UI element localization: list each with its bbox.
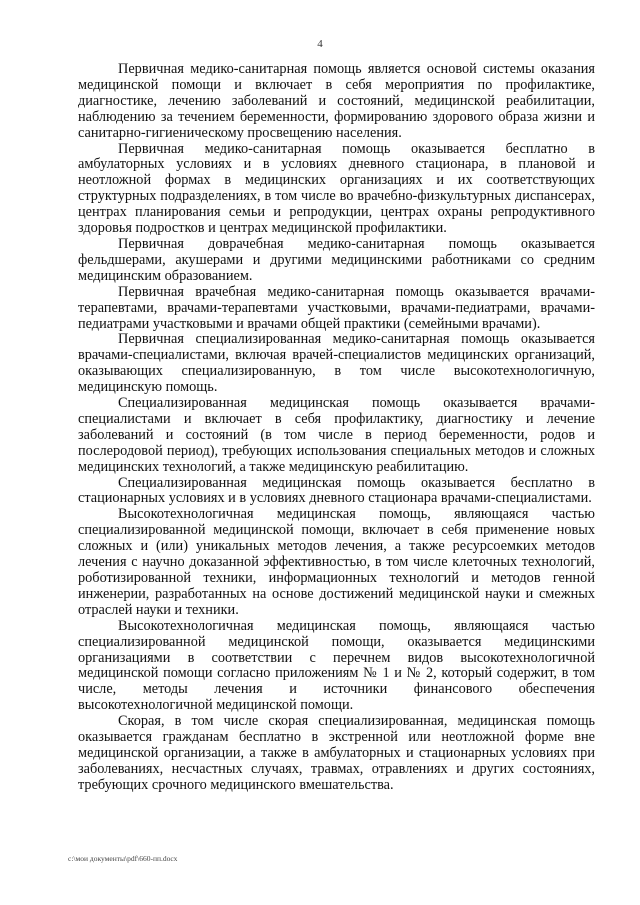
paragraph-emergency-care: Скорая, в том числе скорая специализированная, медицинская помощь оказывается гражданам бесплатно в экстренной или неотложной форме вне медицинской организации, а также в амбулаторных и стационарных условиях при заболеваниях, несчастных случаях, травмах, отравлениях и других состояниях, требующих срочного медицинского вмешательства.	[78, 713, 595, 793]
paragraph-pre-physician-care: Первичная доврачебная медико-санитарная помощь оказывается фельдшерами, акушерами и другими медицинскими работниками со средним медицинским образованием.	[78, 235, 595, 284]
page-number: 4	[317, 38, 323, 50]
paragraph-high-tech-care-organizations: Высокотехнологичная медицинская помощь, являющаяся частью специализированной медицинской помощи, оказывается медицинскими организациями в соответствии с перечнем видов высокотехнологичной медицинской помощи согласно приложениям № 1 и № 2, который содержит, в том числе, методы лечения и источники финансового обеспечения высокотехнологичной медицинской помощи.	[78, 617, 595, 714]
paragraph-high-tech-care: Высокотехнологичная медицинская помощь, являющаяся частью специализированной медицинской помощи, включает в себя применение новых сложных и (или) уникальных методов лечения, а также ресурсоемких методов лечения с научно доказанной эффективностью, в том числе клеточных технологий, роботизированной техники, информационных технологий и методов генной инженерии, разработанных на основе достижений медицинской науки и смежных отраслей науки и техники.	[78, 506, 595, 618]
paragraph-specialized-care: Специализированная медицинская помощь оказывается врачами-специалистами и включает в себя профилактику, диагностику и лечение заболеваний и состояний (в том числе в период беременности, родов и послеродовой период), требующих использования специальных методов и сложных медицинских технологий, а также медицинскую реабилитацию.	[78, 395, 595, 475]
paragraph-primary-care-free: Первичная медико-санитарная помощь оказывается бесплатно в амбулаторных условиях и в условиях дневного стационара, в плановой и неотложной формах в медицинских организациях и их соответствующих структурных подразделениях, в том числе во врачебно-физкультурных диспансерах, центрах планирования семьи и репродукции, центрах охраны репродуктивного здоровья подростков и центрах медицинской профилактики.	[78, 140, 595, 237]
footer-file-path: c:\мои документы\pdf\660-пп.docx	[68, 854, 178, 863]
paragraph-physician-care: Первичная врачебная медико-санитарная помощь оказывается врачами-терапевтами, врачами-терапевтами участковыми, врачами-педиатрами, врачами-педиатрами участковыми и врачами общей практики (семейными врачами).	[78, 283, 595, 332]
paragraph-specialized-primary-care: Первичная специализированная медико-санитарная помощь оказывается врачами-специалистами, включая врачей-специалистов медицинских организаций, оказывающих специализированную, в том числе высокотехнологичную, медицинскую помощь.	[78, 331, 595, 396]
body-text	[78, 62, 595, 794]
paragraph-primary-care-definition: Первичная медико-санитарная помощь является основой системы оказания медицинской помощи и включает в себя мероприятия по профилактике, диагностике, лечению заболеваний и состояний, медицинской реабилитации, наблюдению за течением беременности, формированию здорового образа жизни и санитарно-гигиеническому просвещению населения.	[78, 61, 595, 141]
paragraph-specialized-care-free: Специализированная медицинская помощь оказывается бесплатно в стационарных условиях и в условиях дневного стационара врачами-специалистами.	[78, 474, 595, 507]
